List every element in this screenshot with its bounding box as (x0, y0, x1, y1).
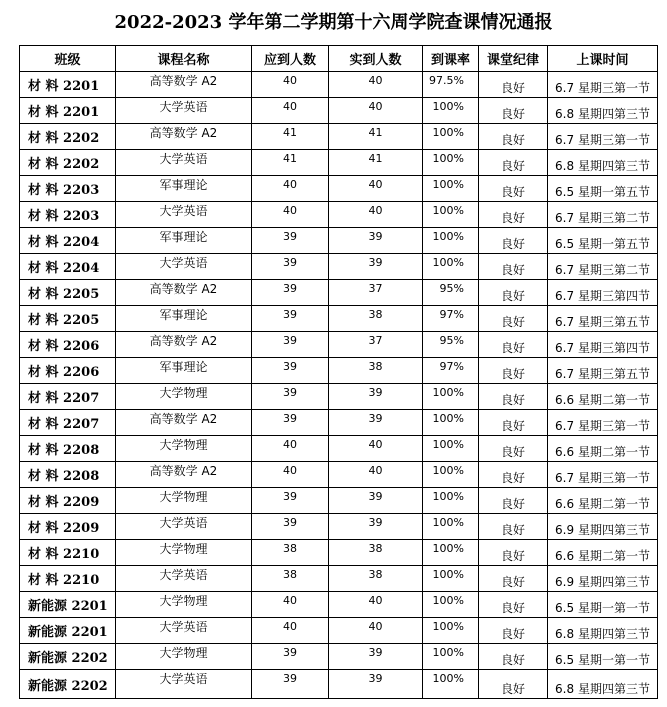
attendance-rate-cell: 100% (423, 124, 479, 150)
class-time-cell: 6.6 星期二第一节 (548, 436, 658, 462)
class-time-cell: 6.8 星期四第三节 (548, 618, 658, 644)
class-cell: 材 料 2201 (20, 72, 116, 98)
class-cell: 材 料 2205 (20, 306, 116, 332)
expected-count-cell: 39 (252, 670, 329, 699)
expected-count-cell: 39 (252, 384, 329, 410)
course-cell: 大学物理 (116, 488, 252, 514)
class-cell: 新能源 2202 (20, 670, 116, 699)
actual-count-cell: 40 (329, 592, 423, 618)
attendance-rate-cell: 100% (423, 462, 479, 488)
attendance-rate-cell: 100% (423, 592, 479, 618)
class-time-cell: 6.5 星期一第五节 (548, 228, 658, 254)
table-row (20, 644, 658, 670)
actual-count-cell: 40 (329, 202, 423, 228)
class-cell: 材 料 2201 (20, 98, 116, 124)
discipline-cell: 良好 (479, 670, 548, 699)
attendance-rate-cell: 100% (423, 436, 479, 462)
table-row (20, 254, 658, 280)
attendance-rate-cell: 100% (423, 540, 479, 566)
expected-count-cell: 40 (252, 618, 329, 644)
expected-count-cell: 39 (252, 514, 329, 540)
expected-count-cell: 39 (252, 644, 329, 670)
course-cell: 军事理论 (116, 228, 252, 254)
attendance-rate-cell: 100% (423, 254, 479, 280)
attendance-rate-cell: 100% (423, 202, 479, 228)
expected-count-cell: 41 (252, 150, 329, 176)
discipline-cell: 良好 (479, 150, 548, 176)
discipline-cell: 良好 (479, 358, 548, 384)
class-cell: 材 料 2210 (20, 540, 116, 566)
course-cell: 大学英语 (116, 150, 252, 176)
table-row (20, 514, 658, 540)
header-time: 上课时间 (548, 46, 658, 72)
course-cell: 大学物理 (116, 644, 252, 670)
expected-count-cell: 40 (252, 592, 329, 618)
actual-count-cell: 40 (329, 72, 423, 98)
attendance-rate-cell: 100% (423, 566, 479, 592)
actual-count-cell: 41 (329, 150, 423, 176)
class-cell: 材 料 2210 (20, 566, 116, 592)
header-class: 班级 (20, 46, 116, 72)
actual-count-cell: 37 (329, 280, 423, 306)
class-time-cell: 6.7 星期三第一节 (548, 124, 658, 150)
attendance-rate-cell: 100% (423, 618, 479, 644)
actual-count-cell: 39 (329, 410, 423, 436)
class-cell: 新能源 2201 (20, 618, 116, 644)
table-row (20, 150, 658, 176)
course-cell: 高等数学 A2 (116, 332, 252, 358)
class-time-cell: 6.7 星期三第一节 (548, 462, 658, 488)
actual-count-cell: 40 (329, 462, 423, 488)
class-cell: 材 料 2209 (20, 514, 116, 540)
actual-count-cell: 39 (329, 384, 423, 410)
discipline-cell: 良好 (479, 306, 548, 332)
table-row (20, 436, 658, 462)
discipline-cell: 良好 (479, 202, 548, 228)
header-actual: 实到人数 (329, 46, 423, 72)
expected-count-cell: 41 (252, 124, 329, 150)
expected-count-cell: 39 (252, 306, 329, 332)
class-time-cell: 6.8 星期四第三节 (548, 670, 658, 699)
discipline-cell: 良好 (479, 618, 548, 644)
class-time-cell: 6.7 星期三第四节 (548, 280, 658, 306)
class-cell: 材 料 2208 (20, 462, 116, 488)
table-body (20, 72, 658, 699)
expected-count-cell: 39 (252, 254, 329, 280)
table-row (20, 462, 658, 488)
table-row (20, 202, 658, 228)
class-cell: 材 料 2206 (20, 332, 116, 358)
table-row (20, 332, 658, 358)
class-cell: 材 料 2204 (20, 254, 116, 280)
expected-count-cell: 39 (252, 358, 329, 384)
class-time-cell: 6.5 星期一第五节 (548, 176, 658, 202)
actual-count-cell: 38 (329, 540, 423, 566)
class-time-cell: 6.7 星期三第五节 (548, 306, 658, 332)
class-cell: 材 料 2205 (20, 280, 116, 306)
actual-count-cell: 37 (329, 332, 423, 358)
expected-count-cell: 39 (252, 228, 329, 254)
header-rate: 到课率 (423, 46, 479, 72)
discipline-cell: 良好 (479, 644, 548, 670)
attendance-table (19, 45, 658, 699)
table-row (20, 280, 658, 306)
table-row (20, 306, 658, 332)
course-cell: 大学英语 (116, 254, 252, 280)
table-row (20, 566, 658, 592)
class-time-cell: 6.8 星期四第三节 (548, 150, 658, 176)
class-cell: 材 料 2202 (20, 124, 116, 150)
attendance-rate-cell: 100% (423, 488, 479, 514)
table-row (20, 540, 658, 566)
attendance-rate-cell: 100% (423, 410, 479, 436)
expected-count-cell: 40 (252, 72, 329, 98)
attendance-rate-cell: 100% (423, 644, 479, 670)
table-row (20, 176, 658, 202)
class-cell: 材 料 2203 (20, 176, 116, 202)
expected-count-cell: 38 (252, 540, 329, 566)
class-time-cell: 6.9 星期四第三节 (548, 514, 658, 540)
class-cell: 材 料 2209 (20, 488, 116, 514)
actual-count-cell: 38 (329, 566, 423, 592)
course-cell: 高等数学 A2 (116, 124, 252, 150)
course-cell: 大学物理 (116, 436, 252, 462)
expected-count-cell: 40 (252, 436, 329, 462)
expected-count-cell: 39 (252, 332, 329, 358)
attendance-rate-cell: 95% (423, 332, 479, 358)
expected-count-cell: 39 (252, 280, 329, 306)
course-cell: 大学英语 (116, 566, 252, 592)
table-row (20, 384, 658, 410)
course-cell: 大学英语 (116, 98, 252, 124)
attendance-rate-cell: 100% (423, 150, 479, 176)
table-row (20, 358, 658, 384)
actual-count-cell: 39 (329, 670, 423, 699)
discipline-cell: 良好 (479, 488, 548, 514)
class-time-cell: 6.6 星期二第一节 (548, 540, 658, 566)
discipline-cell: 良好 (479, 384, 548, 410)
discipline-cell: 良好 (479, 462, 548, 488)
discipline-cell: 良好 (479, 280, 548, 306)
expected-count-cell: 40 (252, 202, 329, 228)
header-course: 课程名称 (116, 46, 252, 72)
class-time-cell: 6.6 星期二第一节 (548, 488, 658, 514)
discipline-cell: 良好 (479, 436, 548, 462)
discipline-cell: 良好 (479, 410, 548, 436)
class-cell: 材 料 2208 (20, 436, 116, 462)
expected-count-cell: 40 (252, 98, 329, 124)
class-time-cell: 6.7 星期三第二节 (548, 202, 658, 228)
attendance-rate-cell: 95% (423, 280, 479, 306)
class-time-cell: 6.9 星期四第三节 (548, 566, 658, 592)
class-time-cell: 6.7 星期三第一节 (548, 72, 658, 98)
course-cell: 大学物理 (116, 384, 252, 410)
discipline-cell: 良好 (479, 592, 548, 618)
attendance-rate-cell: 100% (423, 228, 479, 254)
class-cell: 材 料 2204 (20, 228, 116, 254)
attendance-rate-cell: 100% (423, 98, 479, 124)
class-cell: 材 料 2202 (20, 150, 116, 176)
actual-count-cell: 39 (329, 644, 423, 670)
class-cell: 新能源 2201 (20, 592, 116, 618)
class-cell: 材 料 2207 (20, 410, 116, 436)
attendance-rate-cell: 100% (423, 384, 479, 410)
discipline-cell: 良好 (479, 228, 548, 254)
class-time-cell: 6.7 星期三第四节 (548, 332, 658, 358)
class-cell: 材 料 2203 (20, 202, 116, 228)
expected-count-cell: 39 (252, 410, 329, 436)
actual-count-cell: 40 (329, 176, 423, 202)
class-time-cell: 6.8 星期四第三节 (548, 98, 658, 124)
expected-count-cell: 40 (252, 176, 329, 202)
actual-count-cell: 39 (329, 488, 423, 514)
attendance-rate-cell: 97% (423, 358, 479, 384)
actual-count-cell: 39 (329, 514, 423, 540)
class-time-cell: 6.5 星期一第一节 (548, 592, 658, 618)
table-row (20, 410, 658, 436)
table-row (20, 618, 658, 644)
attendance-rate-cell: 97% (423, 306, 479, 332)
expected-count-cell: 40 (252, 462, 329, 488)
class-cell: 材 料 2207 (20, 384, 116, 410)
course-cell: 高等数学 A2 (116, 280, 252, 306)
table-row (20, 488, 658, 514)
expected-count-cell: 38 (252, 566, 329, 592)
class-time-cell: 6.7 星期三第一节 (548, 410, 658, 436)
class-time-cell: 6.7 星期三第五节 (548, 358, 658, 384)
class-time-cell: 6.7 星期三第二节 (548, 254, 658, 280)
attendance-rate-cell: 97.5% (423, 72, 479, 98)
discipline-cell: 良好 (479, 514, 548, 540)
attendance-rate-cell: 100% (423, 176, 479, 202)
table-row (20, 228, 658, 254)
course-cell: 高等数学 A2 (116, 462, 252, 488)
course-cell: 大学英语 (116, 202, 252, 228)
table-row (20, 72, 658, 98)
header-expected: 应到人数 (252, 46, 329, 72)
actual-count-cell: 38 (329, 306, 423, 332)
expected-count-cell: 39 (252, 488, 329, 514)
course-cell: 高等数学 A2 (116, 410, 252, 436)
actual-count-cell: 38 (329, 358, 423, 384)
class-cell: 新能源 2202 (20, 644, 116, 670)
class-time-cell: 6.6 星期二第一节 (548, 384, 658, 410)
actual-count-cell: 39 (329, 254, 423, 280)
table-row (20, 670, 658, 699)
actual-count-cell: 39 (329, 228, 423, 254)
actual-count-cell: 41 (329, 124, 423, 150)
course-cell: 大学物理 (116, 540, 252, 566)
course-cell: 军事理论 (116, 306, 252, 332)
attendance-rate-cell: 100% (423, 670, 479, 699)
discipline-cell: 良好 (479, 566, 548, 592)
actual-count-cell: 40 (329, 436, 423, 462)
discipline-cell: 良好 (479, 72, 548, 98)
table-row (20, 98, 658, 124)
actual-count-cell: 40 (329, 618, 423, 644)
course-cell: 军事理论 (116, 176, 252, 202)
discipline-cell: 良好 (479, 98, 548, 124)
discipline-cell: 良好 (479, 176, 548, 202)
page-title: 2022-2023 学年第二学期第十六周学院查课情况通报 (114, 12, 553, 33)
course-cell: 大学物理 (116, 592, 252, 618)
table-row (20, 124, 658, 150)
course-cell: 大学英语 (116, 514, 252, 540)
header-discipline: 课堂纪律 (479, 46, 548, 72)
attendance-rate-cell: 100% (423, 514, 479, 540)
actual-count-cell: 40 (329, 98, 423, 124)
class-cell: 材 料 2206 (20, 358, 116, 384)
discipline-cell: 良好 (479, 254, 548, 280)
course-cell: 高等数学 A2 (116, 72, 252, 98)
course-cell: 军事理论 (116, 358, 252, 384)
table-header-row (20, 46, 658, 72)
discipline-cell: 良好 (479, 124, 548, 150)
course-cell: 大学英语 (116, 670, 252, 699)
table-row (20, 592, 658, 618)
discipline-cell: 良好 (479, 332, 548, 358)
course-cell: 大学英语 (116, 618, 252, 644)
class-time-cell: 6.5 星期一第一节 (548, 644, 658, 670)
discipline-cell: 良好 (479, 540, 548, 566)
